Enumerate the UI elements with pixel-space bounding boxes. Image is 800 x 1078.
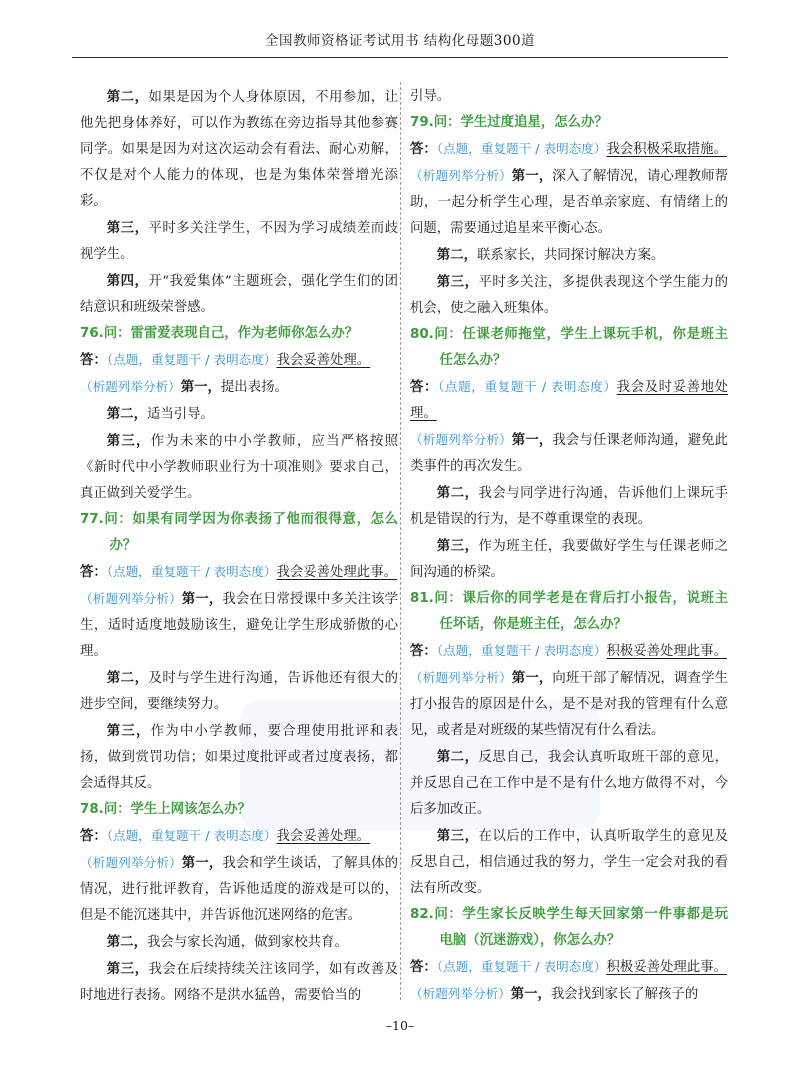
paragraph: 第三，我会在后续持续关注该同学，如有改善及时地进行表扬。网络不是洪水猛兽，需要恰当的 — [80, 961, 398, 1003]
paragraph: 第二，我会与同学进行沟通，告诉他们上课玩手机是错误的行为，是不尊重课堂的表现。 — [410, 485, 728, 527]
answer-76: 答：（点题，重复题干 / 表明态度）我会妥善处理。 — [80, 352, 371, 368]
answer-81: 答：（点题，重复题干 / 表明态度）积极妥善处理此事。 — [410, 643, 727, 659]
analysis-76: （析题列举分析）第一，提出表扬。 — [80, 379, 288, 395]
question-80: 80.问：任课老师拖堂，学生上课玩手机，你是班主任怎么办？ — [410, 327, 728, 368]
paragraph-continued: 引导。 — [410, 89, 451, 104]
answer-82: 答：（点题，重复题干 / 表明态度）积极妥善处理此事。 — [410, 959, 727, 975]
paragraph: 第二，如果是因为个人身体原因，不用参加，让他先把身体养好，可以作为教练在旁边指导其他参赛同学。如果是因为对这次运动会有看法、耐心劝解，不仅是对个人能力的体现，也是为集体荣誉增光添彩。 — [80, 89, 398, 209]
question-77: 77.问：如果有同学因为你表扬了他而很得意，怎么办？ — [80, 512, 398, 553]
analysis-82: （析题列举分析）第一，我会找到家长了解孩子的 — [410, 986, 699, 1002]
question-78: 78.问：学生上网该怎么办？ — [80, 802, 252, 817]
analysis-80: （析题列举分析）第一，我会与任课老师沟通，避免此类事件的再次发生。 — [410, 432, 729, 474]
column-divider — [400, 82, 401, 1000]
paragraph: 第二，适当引导。 — [106, 406, 214, 422]
left-column — [80, 84, 398, 1009]
question-82: 82.问：学生家长反映学生每天回家第一件事都是玩电脑（沉迷游戏），你怎么办？ — [410, 907, 728, 948]
question-81: 81.问：课后你的同学老是在背后打小报告，说班主任坏话，你是班主任，怎么办？ — [410, 591, 728, 632]
answer-77: 答：（点题，重复题干 / 表明态度）我会妥善处理此事。 — [80, 564, 397, 580]
paragraph: 第三，平时多关注学生，不因为学习成绩差而歧视学生。 — [80, 220, 398, 262]
paragraph: 第三，作为未来的中小学教师，应当严格按照《新时代中小学教师职业行为十项准则》要求自己，真正做到关爱学生。 — [80, 433, 399, 501]
answer-78: 答：（点题，重复题干 / 表明态度）我会妥善处理。 — [80, 828, 371, 844]
paragraph: 第二，联系家长，共同探讨解决方案。 — [436, 247, 665, 263]
question-76: 76.问：雷雷爱表现自己，作为老师你怎么办？ — [80, 326, 359, 341]
question-79: 79.问：学生过度追星，怎么办？ — [410, 115, 608, 130]
analysis-78: （析题列举分析）第一，我会和学生谈话，了解具体的情况，进行批评教育，告诉他适度的游戏是可以的，但是不能沉迷其中，并告诉他沉迷网络的危害。 — [80, 855, 399, 923]
paragraph: 第二，我会与家长沟通，做到家校共育。 — [106, 934, 348, 950]
analysis-77: （析题列举分析）第一，我会在日常授课中多关注该学生，适时适度地鼓励该生，避免让学生形成骄傲的心理。 — [80, 591, 399, 659]
analysis-79: （析题列举分析）第一，深入了解情况，请心理教师帮助，一起分析学生心理，是否单亲家庭、有情绪上的问题，需要通过追星来平衡心态。 — [410, 168, 729, 236]
paragraph: 第二，及时与学生进行沟通，告诉他还有很大的进步空间，要继续努力。 — [80, 670, 398, 712]
paragraph: 第三，平时多关注，多提供表现这个学生能力的机会，使之融入班集体。 — [410, 274, 728, 316]
page-number: –10– — [385, 1018, 415, 1033]
paragraph: 第二，反思自己，我会认真听取班干部的意见，并反思自己在工作中是不是有什么地方做得不对，今后多加改正。 — [410, 749, 728, 817]
paragraph: 第三，作为班主任，我要做好学生与任课老师之间沟通的桥梁。 — [410, 538, 728, 580]
answer-80: 答：（点题，重复题干 / 表明态度）我会及时妥善地处理。 — [410, 379, 729, 421]
analysis-81: （析题列举分析）第一，向班干部了解情况，调查学生打小报告的原因是什么，是不是对我的管理有什么意见，或者是对班级的某些情况有什么看法。 — [410, 670, 729, 738]
paragraph: 第四，开“我爱集体”主题班会，强化学生们的团结意识和班级荣誉感。 — [80, 273, 398, 315]
paragraph: 第三，在以后的工作中，认真听取学生的意见及反思自己，相信通过我的努力，学生一定会对我的看法有所改变。 — [410, 828, 728, 896]
answer-79: 答：（点题，重复题干 / 表明态度）我会积极采取措施。 — [410, 141, 727, 157]
running-header: 全国教师资格证考试用书 结构化母题300道 — [72, 24, 728, 58]
right-column — [410, 84, 728, 1008]
paragraph: 第三，作为中小学教师，要合理使用批评和表扬，做到赏罚功信；如果过度批评或者过度表扬，都会适得其反。 — [80, 723, 399, 791]
